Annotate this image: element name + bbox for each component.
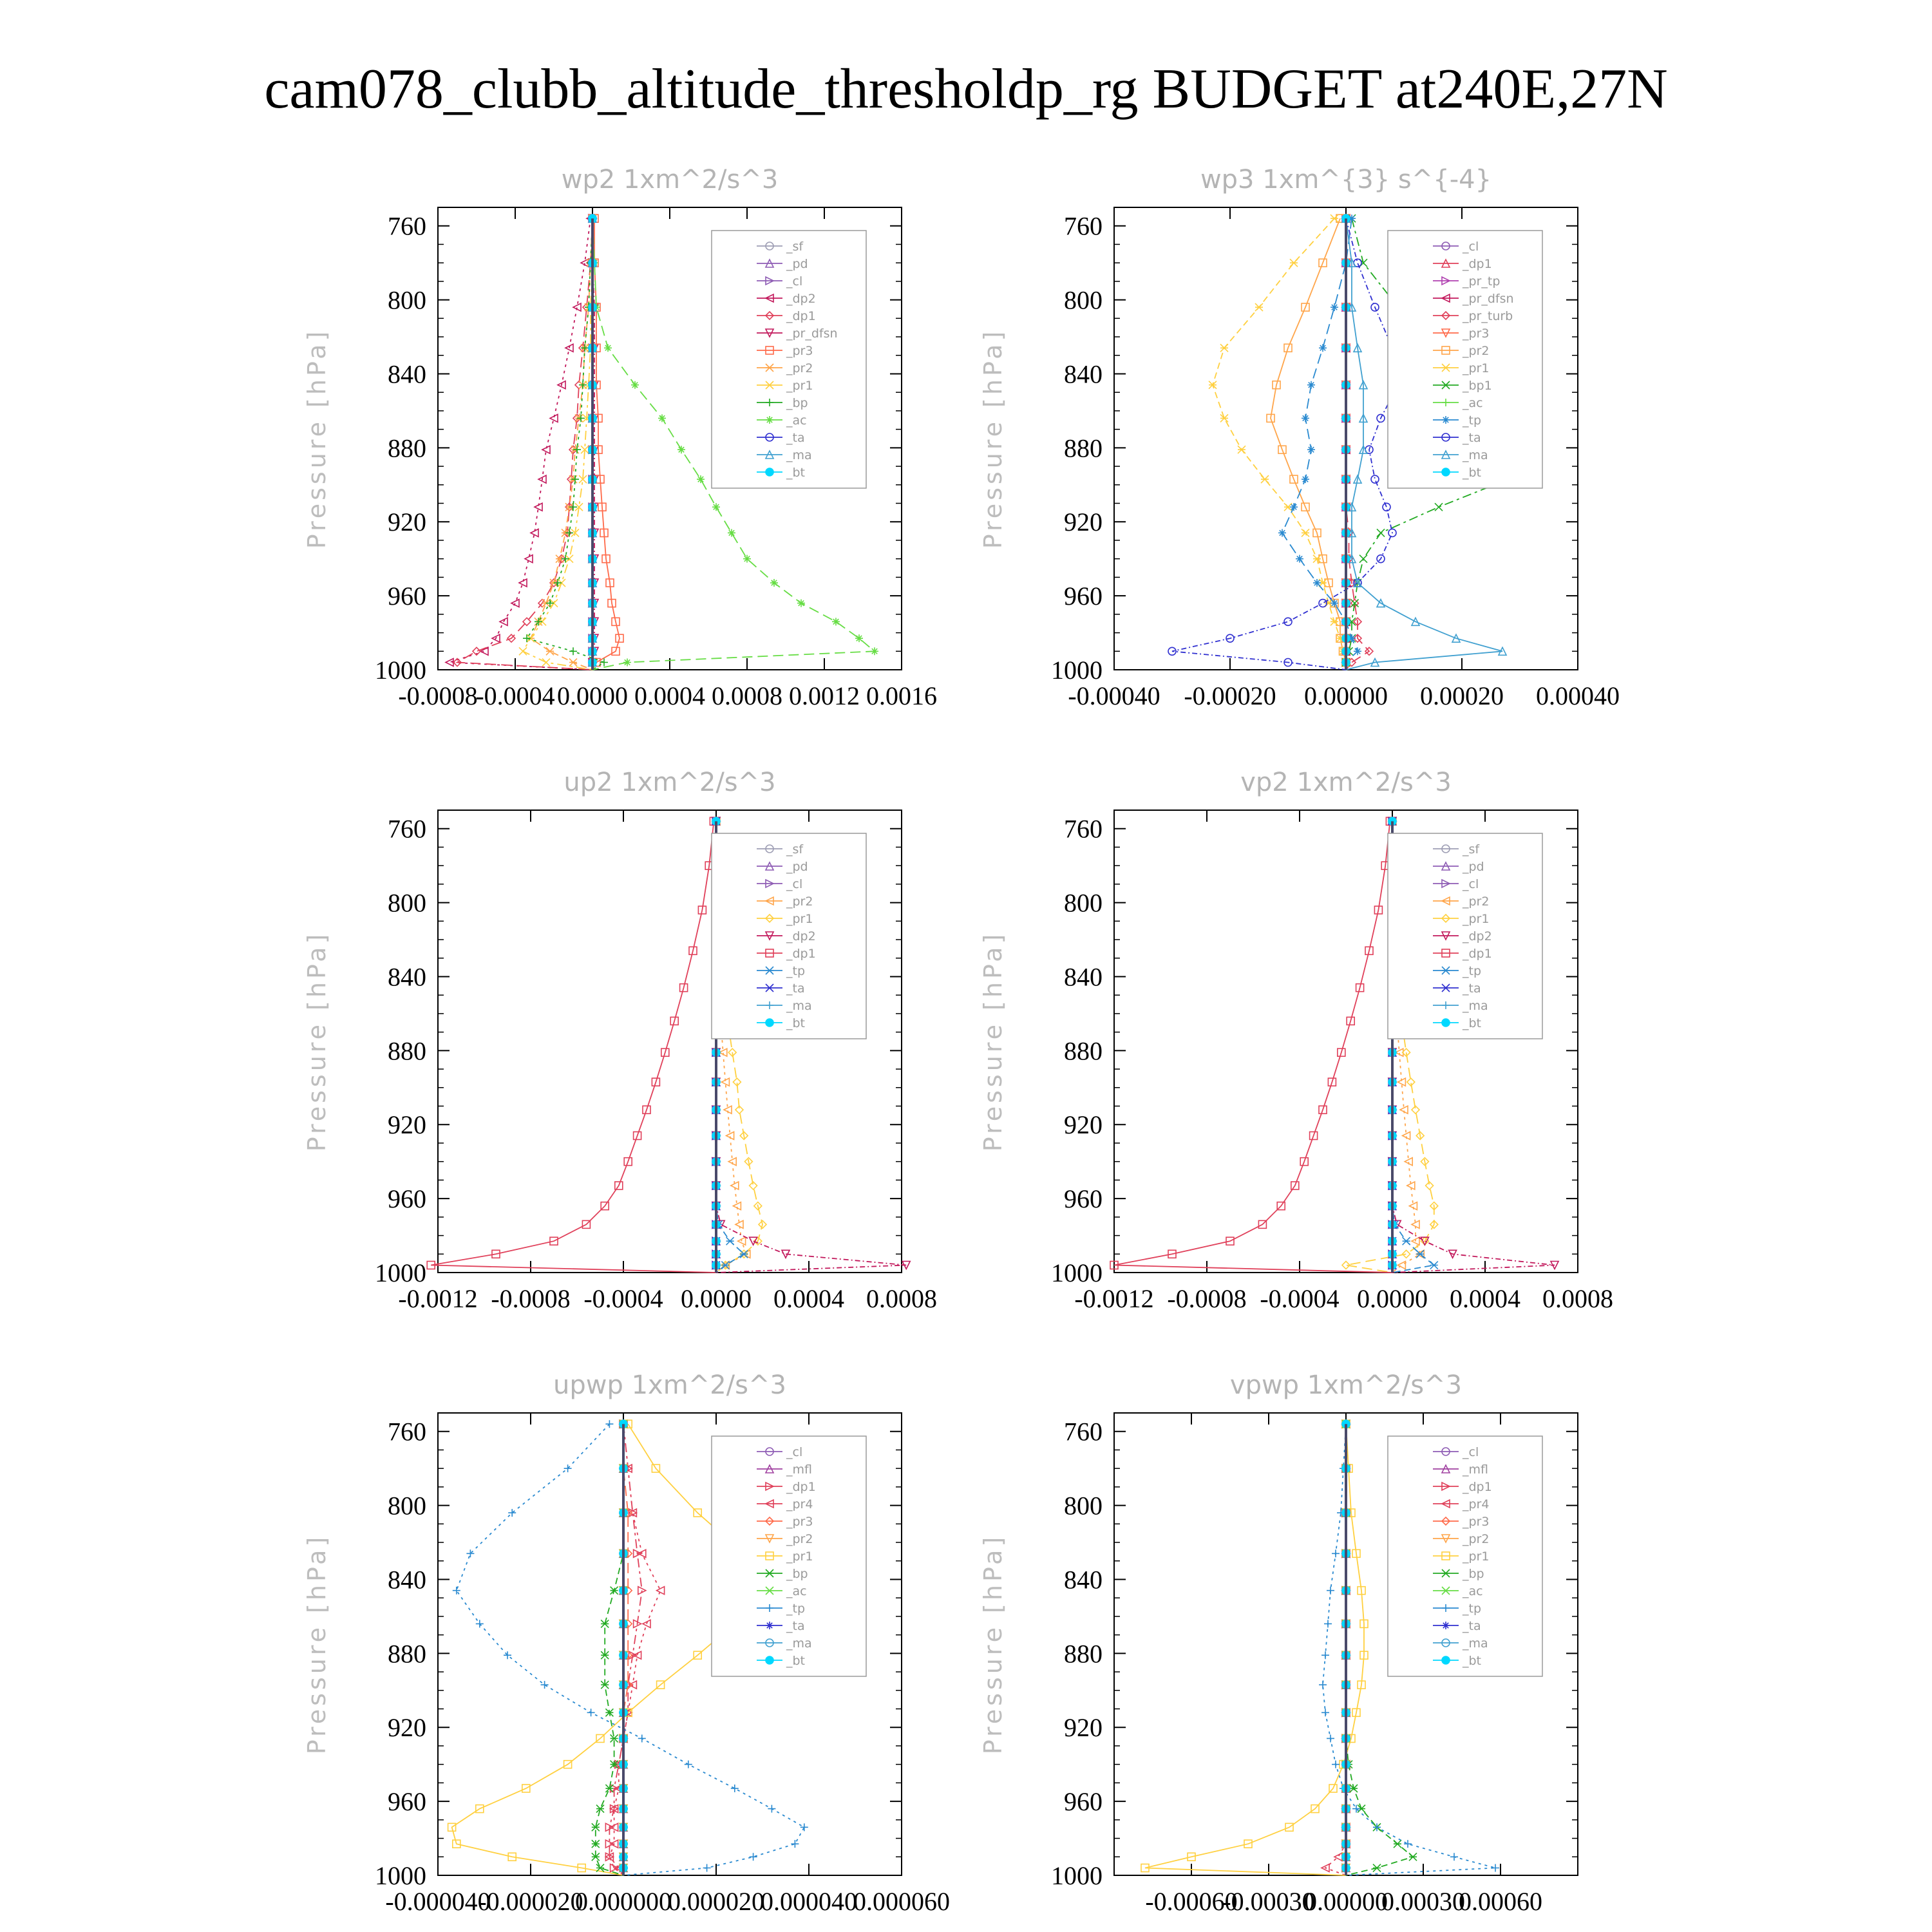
legend-label: _dp1 (1463, 257, 1492, 271)
legend-label: _pr3 (1463, 1515, 1490, 1529)
x-tick-label: -0.0008 (491, 1284, 571, 1313)
data-point (1220, 344, 1228, 352)
data-point (631, 381, 639, 389)
data-point (750, 1237, 757, 1245)
data-point (1377, 529, 1385, 536)
legend-label: _pd (1463, 860, 1484, 874)
legend-label: _cl (1463, 240, 1479, 254)
legend-label: _dp1 (1463, 1480, 1492, 1494)
panel-4 (979, 768, 1613, 1313)
y-tick-label: 960 (1064, 1787, 1103, 1817)
data-point (740, 1250, 748, 1258)
x-tick-label: -0.00060 (1145, 1887, 1238, 1916)
data-point (871, 647, 878, 655)
data-point (677, 446, 685, 453)
y-tick-label: 880 (388, 1036, 426, 1066)
x-tick-label: 0.00000 (1304, 681, 1388, 710)
data-point (703, 1864, 711, 1872)
legend-label: _pd (786, 257, 808, 271)
legend-label: _ta (786, 1619, 805, 1633)
y-tick-label: 840 (1064, 1565, 1103, 1595)
legend-label: _pr2 (1463, 1532, 1490, 1546)
legend-label: _ac (786, 1584, 807, 1598)
data-point (697, 475, 705, 483)
data-point (1359, 555, 1367, 563)
data-point (1284, 618, 1292, 625)
y-tick-label: 1000 (375, 1861, 426, 1890)
series-line (431, 821, 716, 1273)
legend (1388, 1436, 1542, 1676)
series-dp1 (453, 214, 596, 670)
y-tick-label: 880 (388, 1639, 426, 1669)
page-title: cam078_clubb_altitude_thresholdp_rg BUDGET at240E,27N (264, 58, 1668, 120)
data-point (511, 600, 519, 607)
data-point (1373, 1864, 1381, 1872)
legend-label: _tp (786, 964, 806, 978)
x-tick-label: 0.0008 (866, 1284, 937, 1313)
series-line (457, 218, 592, 670)
data-point (731, 1785, 739, 1792)
data-point (685, 1761, 692, 1768)
legend-label: _dp2 (786, 292, 816, 306)
data-point (1409, 1853, 1417, 1861)
x-tick-label: 0.00030 (1381, 1887, 1465, 1916)
legend-label: _tp (1463, 1602, 1482, 1616)
data-point (1383, 503, 1390, 511)
legend-label: _pr_tp (1463, 274, 1501, 289)
data-point (569, 647, 577, 655)
panel-title: vp2 1xm^2/s^3 (1240, 768, 1452, 797)
x-tick-label: 0.0004 (773, 1284, 844, 1313)
y-axis-label: Pressure [hPa] (303, 328, 331, 549)
series-pr2 (527, 214, 596, 670)
y-tick-label: 920 (1064, 1713, 1103, 1743)
data-point (657, 1587, 665, 1595)
y-tick-label: 840 (388, 962, 426, 992)
legend-marker (1442, 1019, 1450, 1027)
legend-label: _bp (786, 396, 808, 410)
y-tick-label: 760 (388, 1417, 426, 1446)
data-point (1290, 259, 1298, 267)
legend-marker (766, 416, 773, 424)
y-axis-label: Pressure [hPa] (979, 1533, 1007, 1755)
legend (1388, 231, 1542, 488)
legend-label: _bp (786, 1567, 808, 1581)
data-point (1319, 344, 1327, 352)
x-tick-label: 0.000040 (761, 1887, 857, 1916)
x-tick-label: 0.000020 (668, 1887, 764, 1916)
y-tick-label: 1000 (375, 1258, 426, 1287)
y-tick-label: 960 (388, 1184, 426, 1214)
data-point (1332, 1761, 1340, 1768)
legend-label: _bp (1463, 1567, 1484, 1581)
y-tick-label: 800 (1064, 285, 1103, 315)
data-point (476, 1620, 484, 1627)
x-tick-label: 0.000000 (575, 1887, 672, 1916)
data-point (1261, 475, 1269, 483)
legend-marker (766, 468, 773, 476)
x-tick-label: -0.0008 (1167, 1284, 1247, 1313)
legend-label: _bt (1463, 1654, 1482, 1668)
legend-label: _tp (1463, 413, 1482, 428)
series-line (523, 218, 592, 670)
data-point (726, 1237, 734, 1245)
legend-label: _dp2 (1463, 929, 1492, 943)
data-point (791, 1840, 799, 1848)
data-point (1327, 1587, 1334, 1595)
legend-label: _ma (786, 448, 812, 462)
legend-label: _pr2 (1463, 344, 1490, 358)
data-point (1302, 414, 1309, 422)
panel-1 (303, 165, 937, 710)
data-point (770, 579, 778, 587)
legend-label: _cl (786, 274, 803, 289)
x-tick-label: -0.0004 (583, 1284, 663, 1313)
data-point (1430, 1262, 1438, 1269)
data-point (601, 1620, 609, 1627)
legend-label: _ma (1463, 999, 1488, 1013)
y-tick-label: 960 (1064, 582, 1103, 611)
data-point (623, 659, 631, 667)
data-point (466, 1549, 474, 1557)
legend-marker (766, 1656, 773, 1664)
data-point (453, 1587, 460, 1595)
data-point (569, 659, 577, 667)
data-point (728, 529, 735, 536)
data-point (1255, 303, 1263, 311)
y-tick-label: 1000 (375, 656, 426, 685)
panel-title: wp3 1xm^{3} s^{-4} (1200, 165, 1492, 194)
data-point (1324, 1620, 1332, 1627)
x-tick-label: -0.00020 (1184, 681, 1276, 710)
data-point (605, 1420, 613, 1428)
series-pr2 (1267, 214, 1350, 670)
data-point (1278, 529, 1286, 536)
legend-marker (766, 1019, 773, 1027)
data-point (768, 1805, 775, 1813)
data-point (1403, 1237, 1410, 1245)
legend-label: _dp2 (786, 929, 816, 943)
panel-title: wp2 1xm^2/s^3 (561, 165, 779, 194)
y-tick-label: 840 (1064, 359, 1103, 389)
legend-marker (1442, 1656, 1450, 1664)
legend-marker (1442, 468, 1450, 476)
y-tick-label: 1000 (1051, 1861, 1103, 1890)
y-axis-label: Pressure [hPa] (303, 1533, 331, 1755)
series-line (450, 218, 592, 670)
legend-label: _cl (786, 877, 803, 891)
data-point (1327, 1734, 1334, 1742)
legend-label: _ta (1463, 431, 1481, 445)
panel-3 (303, 768, 937, 1313)
legend (1388, 833, 1542, 1039)
series-line (1145, 1424, 1364, 1875)
legend-label: _pr1 (1463, 361, 1490, 375)
y-tick-label: 800 (388, 1491, 426, 1520)
data-point (721, 1262, 729, 1269)
data-point (587, 1709, 595, 1716)
x-tick-label: 0.0000 (1357, 1284, 1428, 1313)
data-point (550, 414, 558, 422)
y-tick-label: 760 (1064, 814, 1103, 844)
legend-label: _bt (1463, 466, 1482, 480)
x-tick-label: -0.0004 (475, 681, 555, 710)
data-point (1492, 1864, 1499, 1872)
data-point (1416, 1250, 1424, 1258)
data-point (1331, 303, 1338, 311)
data-point (525, 555, 533, 563)
x-tick-label: 0.0000 (557, 681, 628, 710)
data-point (1313, 579, 1321, 587)
y-tick-label: 880 (1064, 433, 1103, 463)
data-point (1296, 555, 1303, 563)
legend-label: _ta (1463, 1619, 1481, 1633)
legend-label: _ta (786, 431, 805, 445)
data-point (1319, 1681, 1327, 1689)
y-tick-label: 880 (1064, 1036, 1103, 1066)
y-tick-label: 1000 (1051, 656, 1103, 685)
legend-label: _pr1 (786, 912, 813, 926)
x-tick-label: 0.0012 (789, 681, 860, 710)
y-tick-label: 960 (388, 582, 426, 611)
x-tick-label: -0.00040 (1068, 681, 1160, 710)
legend-label: _ta (786, 981, 805, 996)
data-point (1209, 381, 1217, 389)
legend-label: _ta (1463, 981, 1481, 996)
legend (712, 1436, 866, 1676)
data-point (1450, 1853, 1458, 1861)
y-tick-label: 1000 (1051, 1258, 1103, 1287)
series-pr4 (605, 1420, 664, 1875)
y-tick-label: 800 (1064, 888, 1103, 918)
data-point (611, 1587, 618, 1595)
y-tick-label: 960 (388, 1787, 426, 1817)
legend-label: _pr4 (786, 1497, 813, 1511)
panel-title: upwp 1xm^2/s^3 (553, 1370, 786, 1400)
legend-label: _pd (786, 860, 808, 874)
legend (712, 833, 866, 1039)
y-tick-label: 760 (388, 814, 426, 844)
legend-label: _sf (786, 240, 804, 254)
legend-label: _ma (786, 1636, 812, 1651)
legend-label: _bp1 (1463, 379, 1492, 393)
x-tick-label: 0.0004 (634, 681, 705, 710)
data-point (1397, 1262, 1405, 1269)
legend-label: _sf (786, 842, 804, 857)
y-tick-label: 760 (1064, 211, 1103, 241)
series-pr1 (519, 214, 596, 670)
legend-label: _bt (786, 1654, 806, 1668)
series-ta (1168, 214, 1402, 670)
data-point (712, 503, 720, 511)
panel-2 (979, 165, 1620, 710)
data-point (1435, 503, 1443, 511)
x-tick-label: -0.000040 (385, 1887, 491, 1916)
data-point (1332, 1549, 1340, 1557)
x-tick-label: 0.0004 (1450, 1284, 1520, 1313)
data-point (1220, 414, 1228, 422)
legend-label: _pr2 (1463, 895, 1490, 909)
legend-label: _mfl (1463, 1463, 1488, 1477)
data-point (658, 414, 666, 422)
legend-label: _pr4 (1463, 1497, 1490, 1511)
legend-label: _dp1 (1463, 947, 1492, 961)
y-tick-label: 960 (1064, 1184, 1103, 1214)
x-tick-label: -0.0012 (1074, 1284, 1154, 1313)
x-tick-label: -0.0012 (398, 1284, 478, 1313)
legend-label: _pr_dfsn (786, 327, 838, 341)
data-point (546, 647, 554, 655)
y-tick-label: 800 (388, 285, 426, 315)
legend-marker (766, 1622, 773, 1629)
x-tick-label: 0.0016 (866, 681, 937, 710)
y-tick-label: 880 (388, 433, 426, 463)
y-tick-label: 920 (1064, 507, 1103, 537)
y-tick-label: 800 (388, 888, 426, 918)
data-point (1404, 1840, 1412, 1848)
legend-label: _tp (786, 1602, 806, 1616)
data-point (800, 1823, 808, 1831)
data-point (1394, 1840, 1401, 1848)
legend-label: _ma (1463, 1636, 1488, 1651)
x-tick-label: 0.000060 (853, 1887, 950, 1916)
data-point (519, 647, 527, 655)
legend-label: _pr3 (786, 1515, 813, 1529)
data-point (1321, 1709, 1329, 1716)
panel-title: vpwp 1xm^2/s^3 (1229, 1370, 1463, 1400)
legend-label: _pr_dfsn (1463, 292, 1514, 306)
legend-label: _pr_turb (1463, 309, 1513, 323)
x-tick-label: 0.00040 (1536, 681, 1620, 710)
legend-label: _pr2 (786, 895, 813, 909)
data-point (1313, 555, 1321, 563)
y-tick-label: 840 (388, 1565, 426, 1595)
legend-label: _pr3 (1463, 327, 1490, 341)
legend-label: _cl (1463, 1445, 1479, 1459)
legend-label: _pr1 (1463, 912, 1490, 926)
legend-label: _cl (1463, 877, 1479, 891)
y-tick-label: 920 (388, 1110, 426, 1140)
legend-label: _bt (786, 466, 806, 480)
y-tick-label: 840 (1064, 962, 1103, 992)
series-line (609, 1424, 660, 1875)
x-tick-label: -0.0004 (1260, 1284, 1340, 1313)
y-axis-label: Pressure [hPa] (303, 931, 331, 1152)
legend-label: _bt (786, 1016, 806, 1030)
x-tick-label: -0.000020 (478, 1887, 583, 1916)
y-tick-label: 800 (1064, 1491, 1103, 1520)
y-tick-label: 920 (388, 507, 426, 537)
legend-label: _pr2 (786, 361, 813, 375)
data-point (743, 555, 751, 563)
x-tick-label: 0.00020 (1420, 681, 1504, 710)
x-tick-label: 0.00060 (1459, 1887, 1542, 1916)
y-tick-label: 760 (1064, 1417, 1103, 1446)
legend-label: _mfl (786, 1463, 812, 1477)
data-point (596, 1805, 604, 1813)
legend-label: _pr2 (786, 1532, 813, 1546)
series-line (1114, 821, 1392, 1273)
data-point (750, 1853, 757, 1861)
legend-marker (1442, 1622, 1450, 1629)
data-point (1302, 529, 1309, 536)
y-tick-label: 760 (388, 211, 426, 241)
data-point (1238, 446, 1245, 453)
x-tick-label: 0.0000 (681, 1284, 752, 1313)
data-point (1331, 214, 1338, 222)
legend-label: _sf (1463, 842, 1480, 857)
y-tick-label: 880 (1064, 1639, 1103, 1669)
y-tick-label: 840 (388, 359, 426, 389)
legend-label: _pr1 (786, 1549, 813, 1564)
legend-label: _cl (786, 1445, 803, 1459)
panel-6 (979, 1370, 1578, 1916)
legend (712, 231, 866, 488)
legend-label: _pr1 (786, 379, 813, 393)
x-tick-label: 0.0008 (1542, 1284, 1613, 1313)
x-tick-label: 0.00000 (1304, 1887, 1388, 1916)
y-axis-label: Pressure [hPa] (979, 328, 1007, 549)
legend-label: _pr3 (786, 344, 813, 358)
legend-label: _dp1 (786, 1480, 816, 1494)
data-point (1321, 1651, 1329, 1659)
data-point (542, 659, 550, 667)
series-dp1 (1110, 817, 1394, 1273)
legend-label: _tp (1463, 964, 1482, 978)
legend-label: _ma (786, 999, 812, 1013)
data-point (1302, 475, 1309, 483)
legend-label: _bt (1463, 1016, 1482, 1030)
legend-label: _ac (786, 413, 807, 428)
y-tick-label: 920 (388, 1713, 426, 1743)
legend-label: _dp1 (786, 947, 816, 961)
y-tick-label: 920 (1064, 1110, 1103, 1140)
data-point (1307, 446, 1315, 453)
data-point (832, 618, 840, 625)
series-dp1 (427, 817, 717, 1273)
series-pr1 (1141, 1420, 1368, 1875)
data-point (604, 344, 612, 352)
series-line (1172, 218, 1398, 670)
legend-marker (1442, 416, 1450, 424)
legend-label: _ma (1463, 448, 1488, 462)
x-tick-label: 0.0008 (712, 681, 782, 710)
legend-label: _dp1 (786, 309, 816, 323)
data-point (1371, 475, 1379, 483)
data-point (519, 579, 527, 587)
x-tick-label: -0.0008 (398, 681, 478, 710)
legend-label: _ac (1463, 1584, 1483, 1598)
y-axis-label: Pressure [hPa] (979, 931, 1007, 1152)
data-point (1331, 618, 1338, 625)
panel-title: up2 1xm^2/s^3 (564, 768, 776, 797)
data-point (638, 1734, 646, 1742)
series-dp2 (446, 214, 594, 670)
data-point (1307, 381, 1315, 389)
legend-label: _ac (1463, 396, 1483, 410)
panel-5 (303, 1370, 950, 1916)
x-tick-label: -0.00030 (1222, 1887, 1315, 1916)
legend-label: _pr1 (1463, 1549, 1490, 1564)
